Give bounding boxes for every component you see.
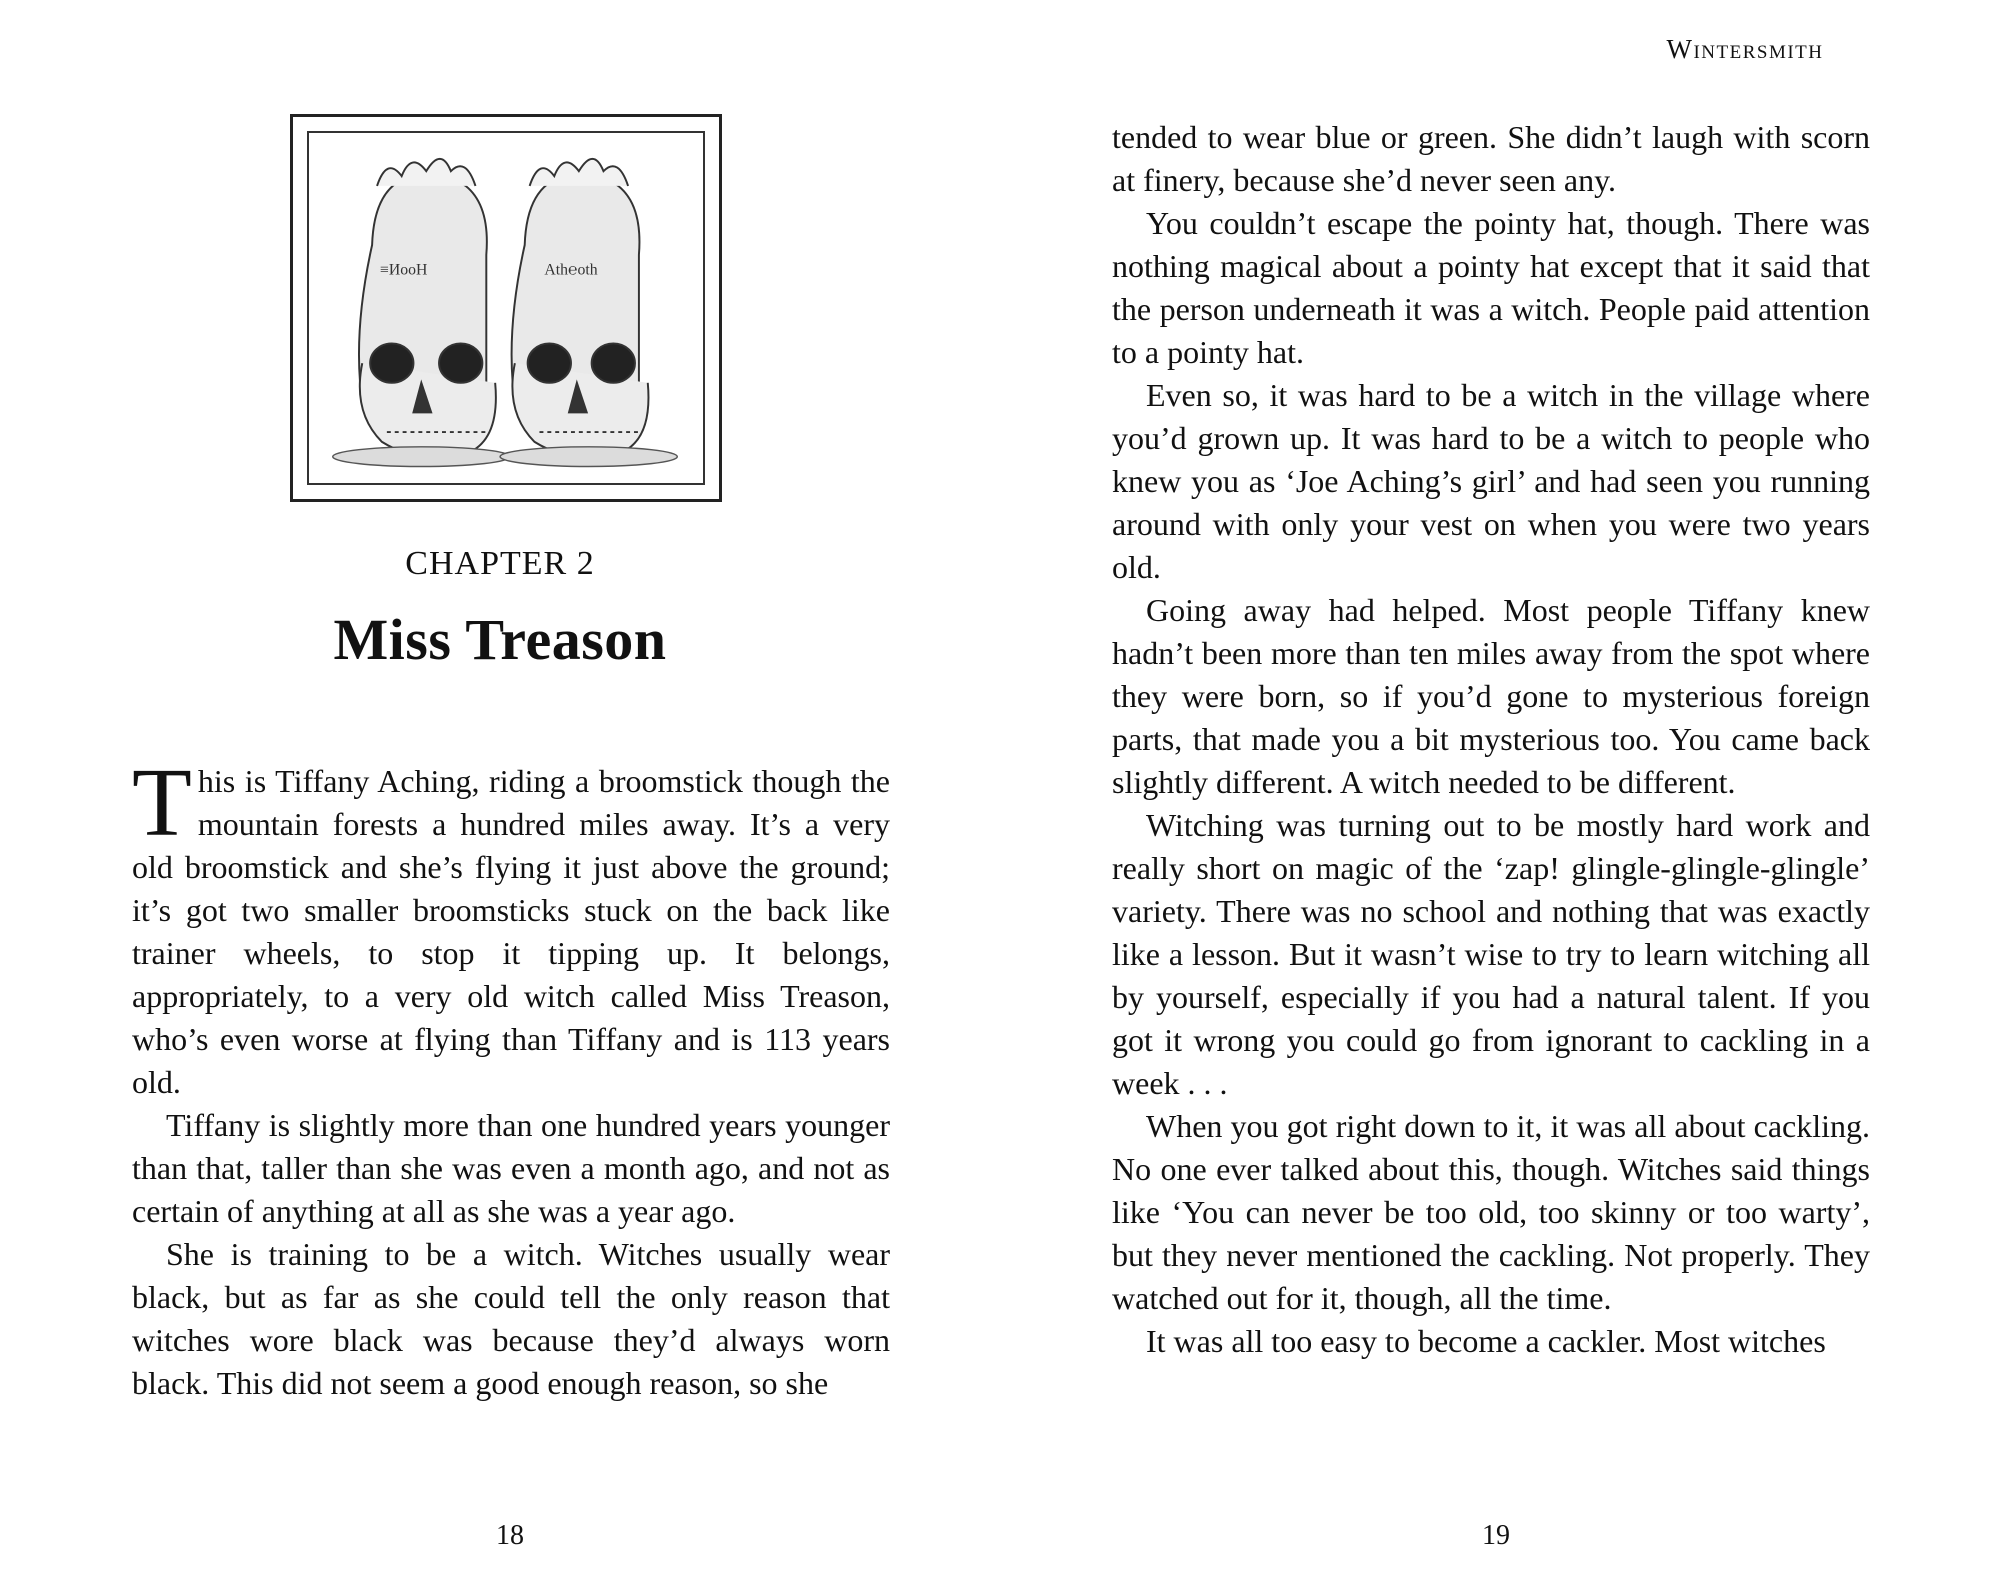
paragraph: When you got right down to it, it was all about cackling. No one ever talked about this, though. Witches said things like ‘You can never be too old, too skinny or too warty’, but they never mentioned the cackling. Not properly. They watched out for it, though, all the time.	[1112, 1108, 1870, 1316]
chapter-label: CHAPTER 2	[405, 545, 595, 582]
paragraph: Even so, it was hard to be a witch in the village where you’d grown up. It was hard to be a witch to people who knew you as ‘Joe Aching’s girl’ and had seen you running around with only your vest on when you were two years old.	[1112, 377, 1870, 585]
left-body-text	[132, 749, 890, 1405]
right-page	[1000, 0, 2000, 1596]
page-number: 18	[496, 1520, 524, 1551]
chapter-title: Miss Treason	[333, 607, 667, 672]
paragraph	[132, 749, 890, 1104]
paragraph: Going away had helped. Most people Tiffany knew hadn’t been more than ten miles away from the spot where they were born, so if you’d gone to mysterious foreign parts, that made you a bit mysterious too. You came back slightly different. A witch needed to be different.	[1112, 592, 1870, 800]
running-head-text: Wintersmith	[1666, 34, 1824, 64]
skull-candles-drawing	[293, 117, 719, 499]
paragraph: tended to wear blue or green. She didn’t laugh with scorn at finery, because she’d never seen any.	[1112, 119, 1870, 198]
page-number: 19	[1482, 1520, 1510, 1551]
running-head	[1000, 34, 2000, 65]
right-body-text	[1112, 116, 1870, 1363]
skull-inscription-right: Ath℮oth	[544, 261, 598, 279]
paragraph: Witching was turning out to be mostly hard work and really short on magic of the ‘zap! glingle-glingle-glingle’ variety. There was no school and nothing that was exactly like a lesson. But it wasn’t wise to try to learn witching all by yourself, especially if you had a natural talent. If you got it wrong you could go from ignorant to cackling in a week . . .	[1112, 807, 1870, 1101]
paragraph: You couldn’t escape the pointy hat, though. There was nothing magical about a pointy hat except that it said that the person underneath it was a witch. People paid attention to a pointy hat.	[1112, 205, 1870, 370]
chapter-illustration	[290, 114, 722, 502]
paragraph: Tiffany is slightly more than one hundred years younger than that, taller than she was even a month ago, and not as certain of anything at all as she was a year ago.	[132, 1107, 890, 1229]
paragraph: It was all too easy to become a cackler. Most witches	[1146, 1323, 1826, 1359]
skull-inscription-left: ≡ИооН	[379, 261, 428, 279]
paragraph-text: his is Tiffany Aching, riding a broomstick though the mountain forests a hundred miles away. It’s a very old broomstick and she’s flying it just above the ground; it’s got two smaller broomsticks stuck on the back like trainer wheels, to stop it tipping up. It belongs, appropriately, to a very old witch called Miss Treason, who’s even worse at flying than Tiffany and is 113 years old.	[132, 763, 890, 1100]
drop-cap: T	[132, 749, 192, 857]
paragraph: She is training to be a witch. Witches usually wear black, but as far as she could tell the only reason that witches wore black was because they’d always worn black. This did not seem a good enough reason, so she	[132, 1236, 890, 1401]
